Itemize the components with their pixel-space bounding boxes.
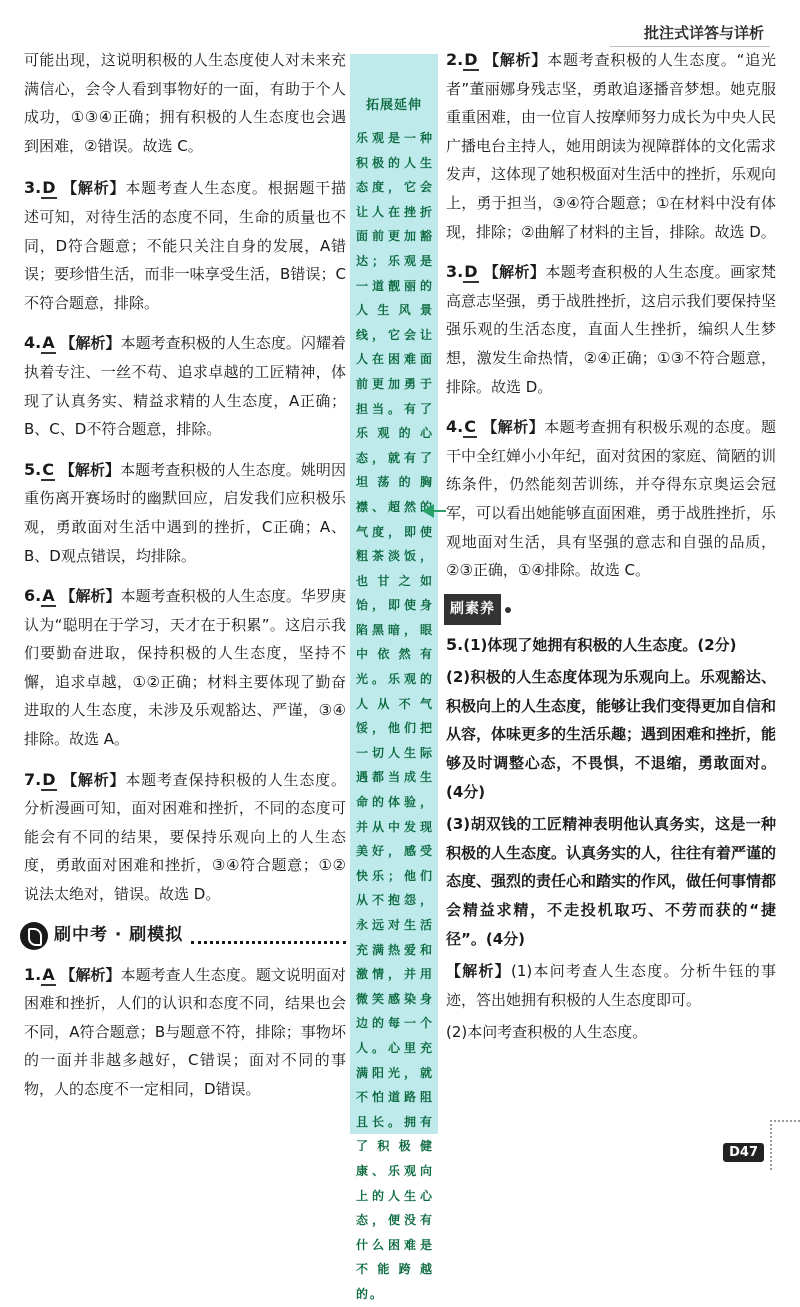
analysis-tag: 【解析】 [446, 962, 511, 981]
section-title: 刷中考 · 刷模拟 [54, 925, 184, 946]
sidebar-title: 拓展延伸 [365, 98, 422, 113]
book-logo-icon [20, 922, 48, 950]
subsection-heading [444, 597, 776, 623]
analysis-text: 本题考查积极的人生态度。姚明因重伤离开赛场时的幽默回应，启发我们应积极乐观，勇敢面对生活中遇到的挫折，C正确；A、B、D观点错误，均排除。 [24, 460, 346, 565]
answer-letter: A [42, 333, 55, 353]
answer-part-3: (3)胡双钱的工匠精神表明他认真务实，这是一种积极的人生态度。认真务实的人，往往有着严谨的态度、强烈的责任心和踏实的作风，做任何事情都会精益求精，不走投机取巧、不劳而获的“捷径”。(4分) [446, 815, 777, 948]
analysis-tag: 【解析】 [62, 179, 126, 198]
answer-letter: D [42, 769, 56, 789]
answer-item-4: 4.A 【解析】本题考查积极的人生态度。闪耀着执着专注、一丝不苟、追求卓越的工匠精神，体现了认真务实、精益求精的人生态度，A正确；B、C、D不符合题意，排除。 [24, 333, 346, 439]
analysis-tag: 【解析】 [484, 51, 548, 69]
left-column [24, 46, 346, 1116]
analysis-tag: 【解析】 [59, 460, 121, 479]
pointer-line [434, 510, 446, 512]
subsection-title: 刷素养 [444, 594, 501, 625]
answer-item-s1: 1.A 【解析】本题考查人生态度。题文说明面对困难和挫折，人们的认识和态度不同，结果也会不同，A符合题意；B与题意不符，排除；事物坏的一面并非越多越好，C错误；面对不同的事物，人的态度不一定相同，D错误。 [24, 964, 346, 1098]
page-number: D47 [723, 1143, 764, 1162]
dotted-divider [191, 927, 346, 944]
analysis-text: 本题考查人生态度。题文说明面对困难和挫折，人们的认识和态度不同，结果也会不同，A符合题意；B与题意不符，排除；事物坏的一面并非越多越好，C错误；面对不同的事物，人的态度不一定相同，D错误。 [24, 965, 346, 1098]
answer-letter: D [42, 178, 56, 198]
analysis-tag: 【解析】 [60, 334, 121, 353]
answer-item-r5: 5.(1)体现了她拥有积极的人生态度。(2分) (2)积极的人生态度体现为乐观向上。乐观豁达、积极向上的人生态度，能够让我们变得更加自信和从容，体味更多的生活乐趣；遇到困难和挫折，能够及时调整心态，不畏惧，不退缩，勇敢面对。(4分) (3)胡双钱的工匠精神表明他认真务实，这是一种积极的人生态度。认真务实的人，往往有着严谨的态度、强烈的责任心和踏实的作风，做任何事情都会精益求精，不走投机取巧、不劳而获的“捷径”。(4分) 【解析】(1)本问考查人生态度。分析牛钰的事迹，答出她拥有积极的人生态度即可。 (2)本问考查积极的人生态度。 [446, 631, 776, 1047]
page-header: 批注式详答与详析 [643, 24, 764, 42]
analysis-text: 本题考查积极的人生态度。闪耀着执着专注、一丝不苟、追求卓越的工匠精神，体现了认真务实、精益求精的人生态度，A正确；B、C、D不符合题意，排除。 [24, 334, 346, 439]
answer-part-1: (1)体现了她拥有积极的人生态度。(2分) [463, 635, 737, 654]
arrow-left-icon [422, 504, 434, 518]
analysis-text: 本题考查积极的人生态度。华罗庚认为“聪明在于学习，天才在于积累”。这启示我们要勤奋进取，保持积极的人生态度，坚持不懈，追求卓越，①②正确；材料主要体现了勤奋进取的人生态度，未涉及乐观豁达、严谨，③④排除。故选 A。 [24, 587, 346, 749]
extension-sidebar [350, 54, 438, 1301]
analysis-tag: 【解析】 [60, 965, 121, 984]
answer-letter: C [464, 417, 476, 437]
answer-item-7: 7.D 【解析】本题考查保持积极的人生态度。分析漫画可知，面对困难和挫折，不同的态度可能会有不同的结果，要保持乐观向上的人生态度，勇敢面对困难和挫折，③④符合题意；①②说法太绝对，错误。故选 D。 [24, 769, 346, 904]
continuation-text: 可能出现，这说明积极的人生态度使人对未来充满信心，会令人看到事物好的一面，有助于个人成功，①③④正确；拥有积极的人生态度也会遇到困难，②错误。故选 C。 [24, 51, 346, 155]
analysis-tag: 【解析】 [62, 770, 126, 789]
answer-item-6: 6.A 【解析】本题考查积极的人生态度。华罗庚认为“聪明在于学习，天才在于积累”。这启示我们要勤奋进取，保持积极的人生态度，坚持不懈，追求卓越，①②正确；材料主要体现了勤奋进取的人生态度，未涉及乐观豁达、严谨，③④排除。故选 A。 [24, 586, 346, 749]
bullet-dot-icon [505, 607, 511, 613]
analysis-text: 本题考查积极的人生态度。画家梵高意志坚强，勇于战胜挫折，这启示我们要保持坚强乐观的生活态度，直面人生挫折，编织人生梦想，激发生命热情，②④正确；①③不符合题意，排除。故选 D。 [446, 263, 777, 396]
answer-item-r4: 4.C 【解析】本题考查拥有积极乐观的态度。题干中全红婵小小年纪，面对贫困的家庭、简陋的训练条件，仍然能刻苦训练，并夺得东京奥运会冠军，可以看出她能够直面困难，勇于战胜挫折，乐观地面对生活，具有坚强的意志和自强的品质，②③正确，①④排除。故选 C。 [446, 417, 777, 580]
answer-item-5: 5.C 【解析】本题考查积极的人生态度。姚明因重伤离开赛场时的幽默回应，启发我们应积极乐观，勇敢面对生活中遇到的挫折，C正确；A、B、D观点错误，均排除。 [24, 459, 346, 565]
answer-letter: D [464, 50, 478, 69]
answer-item-3: 3.D 【解析】本题考查人生态度。根据题干描述可知，对待生活的态度不同，生命的质量也不同，D符合题意；不能只关注自身的发展，A错误；要珍惜生活，而非一味享受生活，B错误；C不符合题意，排除。 [24, 178, 346, 312]
answer-letter: A [42, 964, 55, 984]
answer-letter: A [42, 586, 55, 606]
answer-item-r3: 3.D 【解析】本题考查积极的人生态度。画家梵高意志坚强，勇于战胜挫折，这启示我们要保持坚强乐观的生活态度，直面人生挫折，编织人生梦想，激发生命热情，②④正确；①③不符合题意，排除。故选 D。 [446, 262, 777, 396]
right-column [446, 46, 776, 1059]
answer-letter: D [464, 262, 478, 282]
analysis-tag: 【解析】 [60, 587, 121, 606]
answer-letter: C [42, 459, 54, 479]
sidebar-text: 乐观是一种积极的人生态度，它会让人在挫折面前更加豁达；乐观是一道靓丽的人生风景线，它会让人在困难面前更加勇于担当。有了乐观的心态，就有了坦荡的胸襟、超然的气度，即使粗茶淡饭，也甘之如饴，即使身陷黑暗，眼中依然有光。乐观的人从不气馁，他们把一切人生际遇都当成生命的体验，并从中发现美好，感受快乐；他们从不抱怨，永远对生活充满热爱和激情，并用微笑感染身边的每一个人。心里充满阳光，就不怕道路阻且长。拥有了积极健康、乐观向上的人生心态，便没有什么困难是不能跨越的。 [356, 131, 434, 1301]
analysis-text: 本题考查拥有积极乐观的态度。题干中全红婵小小年纪，面对贫困的家庭、简陋的训练条件，仍然能刻苦训练，并夺得东京奥运会冠军，可以看出她能够直面困难，勇于战胜挫折，乐观地面对生活，具有坚强的意志和自强的品质，②③正确，①④排除。故选 C。 [446, 418, 777, 580]
analysis-text: 本题考查人生态度。根据题干描述可知，对待生活的态度不同，生命的质量也不同，D符合题意；不能只关注自身的发展，A错误；要珍惜生活，而非一味享受生活，B错误；C不符合题意，排除。 [24, 179, 346, 312]
analysis-text: 本题考查积极的人生态度。“追光者”董丽娜身残志坚，勇敢追逐播音梦想。她克服重重困难，由一位盲人按摩师努力成长为中央人民广播电台主持人，她用朗读为视障群体的文化需求发声，这体现了她积极面对生活中的挫折，乐观向上，勇于担当，③④符合题意；①在材料中没有体现，排除；②曲解了材料的主旨，排除。故选 D。 [446, 51, 777, 241]
analysis-text-2: (2)本问考查积极的人生态度。 [446, 1023, 648, 1042]
section-heading [20, 921, 346, 951]
analysis-tag: 【解析】 [483, 263, 546, 282]
answer-part-2: (2)积极的人生态度体现为乐观向上。乐观豁达、积极向上的人生态度，能够让我们变得更加自信和从容，体味更多的生活乐趣；遇到困难和挫折，能够及时调整心态，不畏惧，不退缩，勇敢面对。(4分) [446, 668, 777, 801]
answer-item-r2: 2.D 【解析】本题考查积极的人生态度。“追光者”董丽娜身残志坚，勇敢追逐播音梦想。她克服重重困难，由一位盲人按摩师努力成长为中央人民广播电台主持人，她用朗读为视障群体的文化需求发声，这体现了她积极面对生活中的挫折，乐观向上，勇于担当，③④符合题意；①在材料中没有体现，排除；②曲解了材料的主旨，排除。故选 D。 [446, 50, 777, 241]
corner-decoration [770, 1120, 800, 1170]
analysis-text: 本题考查保持积极的人生态度。分析漫画可知，面对困难和挫折，不同的态度可能会有不同的结果，要保持乐观向上的人生态度，勇敢面对困难和挫折，③④符合题意；①②说法太绝对，错误。故选 D。 [24, 770, 346, 904]
analysis-tag: 【解析】 [482, 418, 545, 437]
analysis-text-1: (1)本问考查人生态度。分析牛钰的事迹，答出她拥有积极的人生态度即可。 [446, 962, 776, 1009]
